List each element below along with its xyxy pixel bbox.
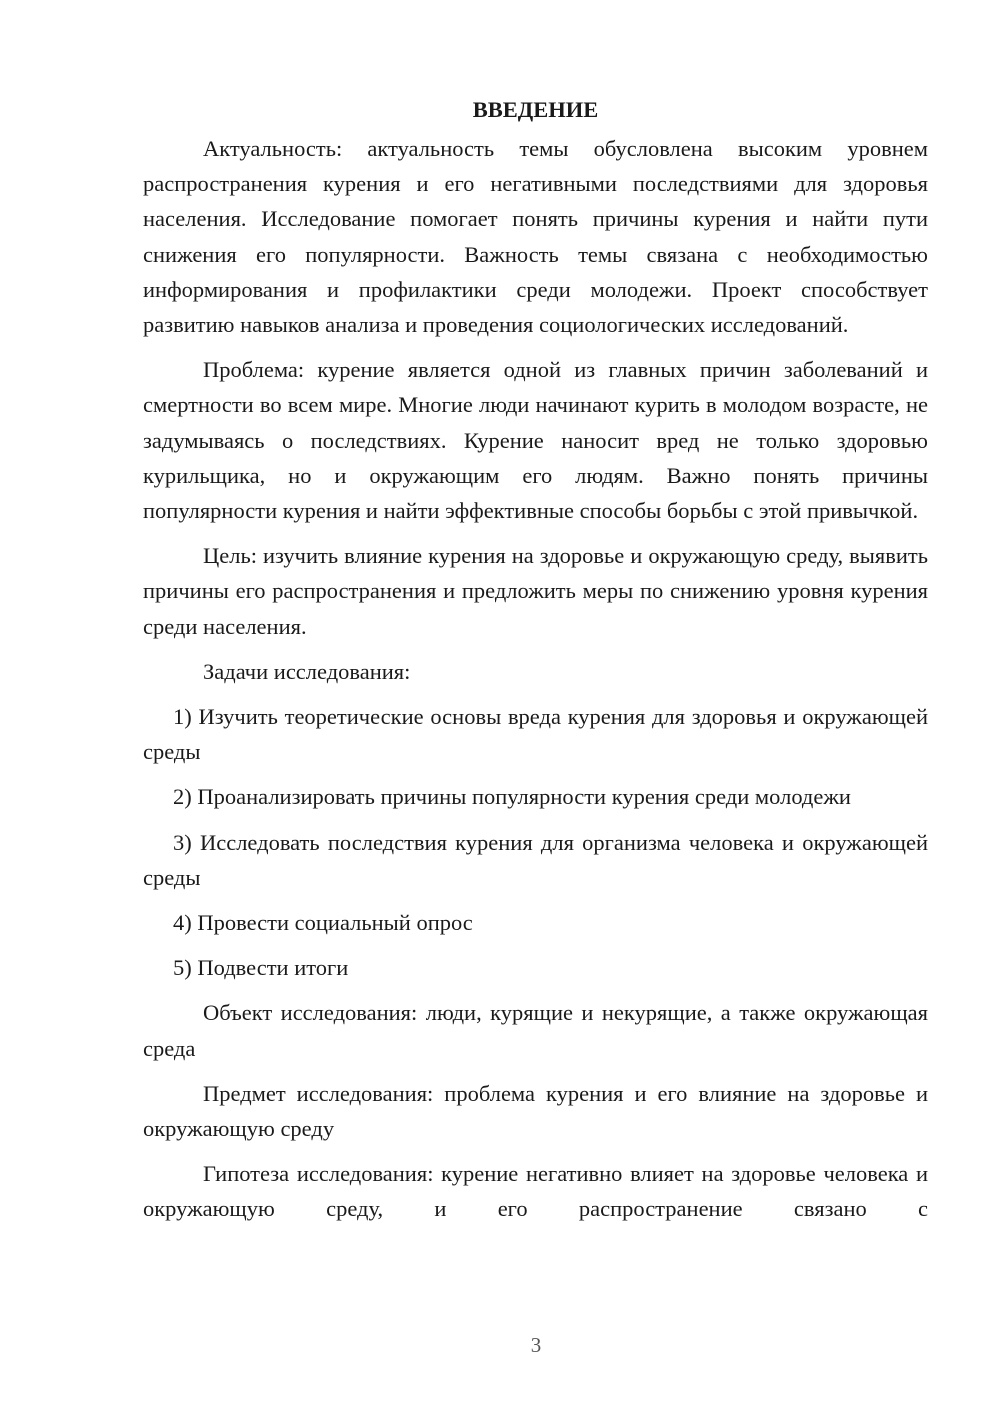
task-item-4: 4) Провести социальный опрос xyxy=(173,910,473,936)
problem-paragraph: Проблема: курение является одной из главных причин заболеваний и смертности во всем мире. Многие люди начинают курить в молодом возрасте, не задумываясь о последствиях. Курение наносит вред не только здоровью курильщика, но и окружающим его людям. Важно понять причины популярности курения и найти эффективные способы борьбы с этой привычкой. xyxy=(143,357,928,524)
page-number: 3 xyxy=(530,1333,542,1357)
hypothesis-paragraph: Гипотеза исследования: курение негативно влияет на здоровье человека и окружающую среду, и его распространение связано с xyxy=(143,1161,928,1222)
task-item-5: 5) Подвести итоги xyxy=(173,955,349,981)
subject-paragraph: Предмет исследования: проблема курения и его влияние на здоровье и окружающую среду xyxy=(143,1080,928,1142)
task-item-2: 2) Проанализировать причины популярности курения среди молодежи xyxy=(173,784,851,810)
task-item-1: 1) Изучить теоретические основы вреда курения для здоровья и окружающей среды xyxy=(143,704,928,765)
relevance-paragraph: Актуальность: актуальность темы обусловлена высоким уровнем распространения курения и его негативными последствиями для здоровья населения. Исследование помогает понять причины курения и найти пути снижения его популярности. Важность темы связана с необходимостью информирования и профилактики среди молодежи. Проект способствует развитию навыков анализа и проведения социологических исследований. xyxy=(143,136,928,338)
tasks-title: Задачи исследования: xyxy=(203,658,411,684)
task-item-3: 3) Исследовать последствия курения для организма человека и окружающей среды xyxy=(143,829,928,890)
object-paragraph: Объект исследования: люди, курящие и некурящие, а также окружающая среда xyxy=(143,1000,928,1061)
goal-paragraph: Цель: изучить влияние курения на здоровье и окружающую среду, выявить причины его распространения и предложить меры по снижению уровня курения среди населения. xyxy=(143,543,928,639)
page-content xyxy=(143,92,928,1237)
section-heading: ВВЕДЕНИЕ xyxy=(472,97,599,122)
